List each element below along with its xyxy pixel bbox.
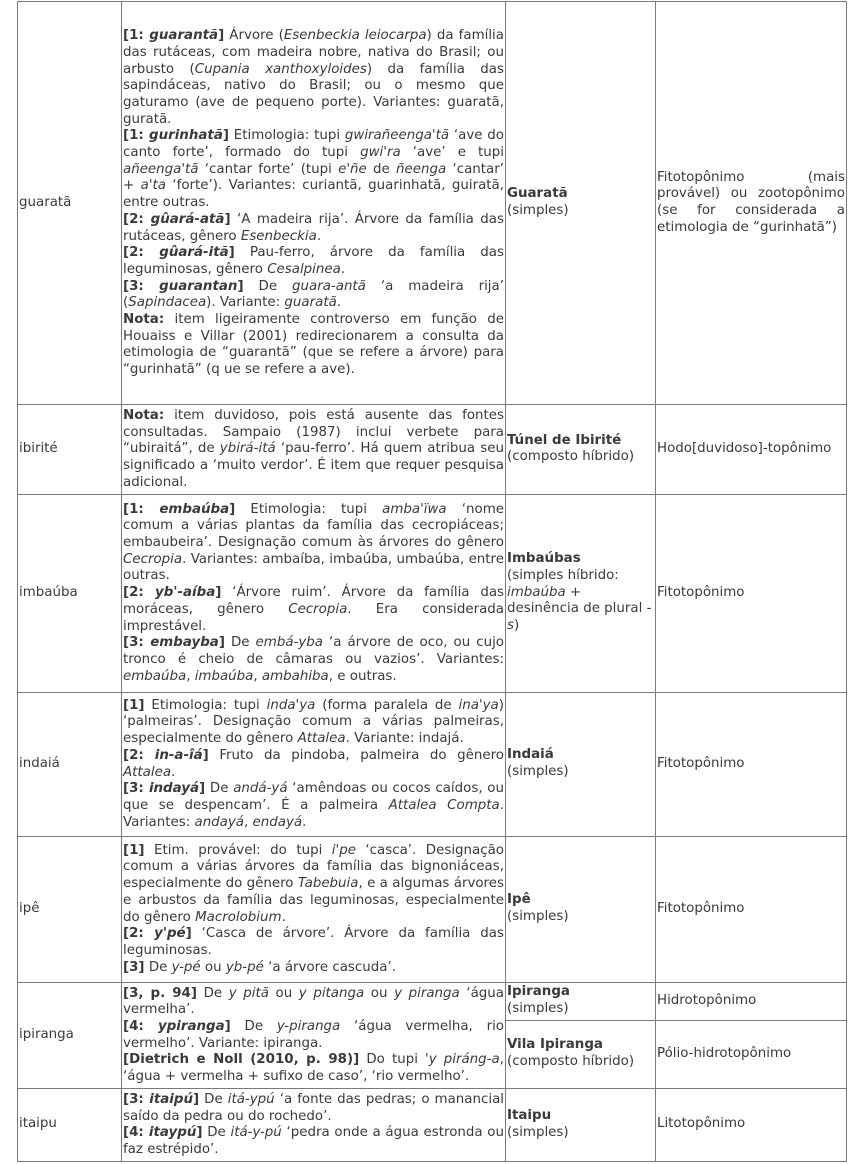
entry-headword: in-a-îá bbox=[154, 747, 203, 763]
etymology-entry bbox=[123, 502, 504, 586]
entry-text: ‘a árvore de oco, ou cujo tronco é cheio de câmaras ou vazios’. Variantes: bbox=[123, 635, 504, 667]
etymology-cell bbox=[122, 692, 506, 836]
entry-headword: indayá bbox=[148, 781, 200, 797]
entry-reference: [3: bbox=[123, 278, 160, 294]
italic-term: e'ñe bbox=[338, 161, 367, 177]
italic-term: gwi'ra bbox=[360, 145, 401, 161]
entry-text: . Era considerada imprestável. bbox=[123, 601, 504, 634]
entry-headword: yb'-aíba bbox=[155, 585, 216, 601]
italic-term: añeenga'tã bbox=[123, 161, 199, 177]
etymology-entry bbox=[123, 698, 504, 748]
entry-text: ‘Casca de árvore’. Árvore da família das leguminosas. bbox=[123, 926, 504, 958]
entry-reference: [3: bbox=[123, 635, 151, 651]
entry-text: Etimologia: tupi bbox=[144, 697, 267, 713]
entry-text: Etim. provável: do tupi bbox=[144, 842, 332, 858]
entry-reference: Nota: bbox=[123, 312, 165, 328]
toponym-structure bbox=[507, 1054, 634, 1069]
entry-headword: gûará-atã bbox=[150, 211, 225, 227]
etymology-entry bbox=[123, 1019, 504, 1052]
etymology-entry bbox=[123, 128, 504, 212]
entry-text: Do tupi bbox=[359, 1052, 426, 1068]
italic-term: endayá bbox=[252, 814, 303, 830]
term-cell: itaipu bbox=[18, 1088, 122, 1161]
entry-reference: [4: bbox=[123, 1125, 149, 1141]
entry-text: ou bbox=[364, 985, 395, 1001]
etymology-cell bbox=[122, 982, 506, 1088]
etymology-entry bbox=[123, 986, 504, 1019]
entry-text: (composto híbrido) bbox=[507, 1054, 635, 1070]
etymology-entry bbox=[123, 843, 504, 927]
italic-term: y-pé bbox=[171, 959, 201, 975]
table-row bbox=[18, 494, 847, 692]
toponym-structure bbox=[507, 568, 651, 633]
entry-headword: guarantan bbox=[159, 278, 238, 294]
entry-reference: ] bbox=[229, 501, 236, 517]
toponym-table bbox=[17, 1, 847, 1162]
italic-term: itá-ypú bbox=[227, 1091, 275, 1107]
toponym-cell bbox=[506, 2, 656, 405]
entry-text: ) da família das sapindáceas, nativo do Brasil; ou o mesmo que gaturamo (ave de pequeno porte). Variantes: guaratã, guratã. bbox=[123, 61, 504, 127]
entry-reference: [3] bbox=[123, 959, 145, 975]
italic-term: guaratã bbox=[284, 295, 337, 311]
italic-term: i'pe bbox=[331, 842, 356, 858]
italic-term: Tabebuia bbox=[297, 876, 359, 892]
etymology-entry bbox=[123, 781, 504, 831]
etymology-entry bbox=[123, 28, 504, 128]
italic-term: imbaúba bbox=[194, 668, 254, 684]
entry-text: , bbox=[253, 668, 262, 684]
entry-text: De bbox=[205, 781, 234, 797]
toponym-name: Itaipu bbox=[507, 1108, 552, 1124]
italic-term: Macrolobium bbox=[195, 909, 282, 925]
entry-text: . bbox=[171, 764, 176, 780]
toponym-name: Imbaúbas bbox=[507, 551, 581, 567]
toponym-structure bbox=[507, 449, 634, 464]
etymology-cell bbox=[122, 494, 506, 692]
italic-term: a'ta bbox=[140, 178, 166, 194]
classification-cell: Pólio-hidrotopônimo bbox=[656, 1020, 847, 1088]
entry-text: . bbox=[302, 814, 307, 830]
toponym-structure bbox=[507, 203, 569, 218]
term-cell: imbaúba bbox=[18, 494, 122, 692]
toponym-structure bbox=[507, 1001, 569, 1016]
entry-text: ‘ave’ e tupi bbox=[400, 145, 504, 161]
entry-text: Etimologia: tupi bbox=[235, 501, 383, 517]
classification-cell: Litotopônimo bbox=[656, 1088, 847, 1161]
entry-text: . bbox=[336, 295, 342, 311]
italic-term: y-piranga bbox=[276, 1018, 341, 1034]
entry-text: + desinência de plural bbox=[507, 584, 647, 617]
entry-text: item ligeiramente controverso em função de Houaiss e Villar (2001) redirecionarem a consulta da etimologia de “guarantã” (que se refere a árvore) para “gurinhatã” (q ue se refere a ave). bbox=[123, 312, 504, 378]
entry-text: ) bbox=[513, 618, 520, 634]
etymology-cell bbox=[122, 405, 506, 495]
etymology-entry bbox=[123, 279, 504, 312]
entry-text: ‘cantar forte’ (tupi bbox=[198, 161, 339, 177]
etymology-cell bbox=[122, 836, 506, 982]
entry-headword: guarantã bbox=[149, 28, 219, 44]
entry-text: de bbox=[366, 161, 397, 177]
entry-reference: ] bbox=[185, 926, 192, 942]
entry-text: Árvore ( bbox=[224, 28, 284, 44]
entry-reference: [Dietrich e Noll (2010, p. 98)] bbox=[123, 1052, 360, 1068]
entry-text: (simples híbrido: bbox=[507, 567, 619, 583]
etymology-entry bbox=[123, 245, 504, 278]
italic-term: andayá bbox=[194, 814, 245, 830]
entry-reference: [2: bbox=[123, 585, 156, 601]
toponym-cell bbox=[506, 494, 656, 692]
entry-text: ) ‘palmeiras’. Designação comum a várias palmeiras, especialmente do gênero bbox=[123, 697, 504, 747]
entry-text: ‘a árvore cascuda’. bbox=[263, 959, 396, 975]
term-cell: ibirité bbox=[18, 405, 122, 495]
classification-cell: Fitotopônimo bbox=[656, 836, 847, 982]
toponym-name: Ipê bbox=[507, 892, 531, 908]
toponym-cell bbox=[506, 692, 656, 836]
entry-text: ‘ave do canto forte’, formado do tupi bbox=[123, 128, 504, 161]
etymology-entry bbox=[123, 212, 504, 245]
entry-text: (simples) bbox=[507, 764, 569, 780]
entry-reference: [1] bbox=[123, 697, 145, 713]
table-row bbox=[18, 405, 847, 495]
italic-term: Attalea bbox=[123, 764, 172, 780]
entry-text: ‘pau-ferro’. Há quem atribua seu significado a ‘muito verdor’. É item que requer pesquisa adicional. bbox=[123, 441, 504, 490]
entry-reference: [4: bbox=[123, 1018, 158, 1034]
entry-reference: ] bbox=[224, 1018, 231, 1034]
entry-text: De bbox=[202, 1125, 231, 1141]
italic-term: Sapindacea bbox=[128, 295, 207, 311]
entry-text: (simples) bbox=[507, 909, 569, 925]
entry-reference: [1: bbox=[123, 28, 150, 44]
classification-cell: Fitotopônimo (mais provável) ou zootopônimo (se for considerada a etimologia de “gurinhatã”) bbox=[656, 2, 847, 405]
entry-reference: ] bbox=[228, 245, 235, 261]
toponym-cell bbox=[506, 836, 656, 982]
table-row bbox=[18, 692, 847, 836]
entry-text: . bbox=[281, 909, 286, 925]
entry-text: De bbox=[144, 959, 172, 975]
term-cell: ipê bbox=[18, 836, 122, 982]
entry-headword: y'pé bbox=[154, 926, 186, 942]
entry-reference: ] bbox=[193, 1091, 200, 1107]
italic-term: guara-antã bbox=[292, 278, 366, 294]
entry-text: ) da família das rutáceas, com madeira nobre, nativa do Brasil; ou arbusto ( bbox=[123, 28, 504, 77]
entry-text: Fruto da pindoba, palmeira do gênero bbox=[208, 747, 504, 763]
entry-text: Pau-ferro, árvore da família das leguminosas, gênero bbox=[123, 245, 504, 277]
entry-text: , bbox=[186, 668, 195, 684]
etymology-entry bbox=[123, 635, 504, 685]
entry-text: , e a algumas árvores e arbustos da família das leguminosas, especialmente do gênero bbox=[123, 876, 504, 925]
entry-reference: [1: bbox=[123, 501, 160, 517]
italic-term: Cesalpinea bbox=[267, 261, 341, 277]
etymology-cell bbox=[122, 2, 506, 405]
entry-reference: [1: bbox=[123, 128, 149, 144]
italic-term: y pitanga bbox=[298, 985, 365, 1001]
italic-term: Cupania xanthoxyloides bbox=[194, 61, 367, 77]
toponym-cell bbox=[506, 1088, 656, 1161]
entry-headword: itaypú bbox=[148, 1125, 197, 1141]
entry-reference: ] bbox=[215, 585, 222, 601]
italic-term: 'y piráng-a bbox=[425, 1052, 500, 1068]
entry-text: ‘forte’). Variantes: curiantã, guarinhatã, guiratã, entre outras. bbox=[123, 178, 504, 211]
entry-text: . Variantes: bbox=[123, 797, 504, 830]
etymology-entry bbox=[123, 1052, 504, 1085]
entry-reference: [3: bbox=[123, 1091, 150, 1107]
italic-term: ñeenga bbox=[396, 161, 447, 177]
entry-text: . bbox=[340, 261, 346, 277]
etymology-entry bbox=[123, 748, 504, 781]
italic-term: y pitã bbox=[228, 985, 269, 1001]
italic-term: y piranga bbox=[394, 985, 460, 1001]
italic-term: yb-pé bbox=[225, 959, 264, 975]
entry-text: (simples) bbox=[507, 203, 569, 218]
entry-text: (forma paralela de bbox=[315, 697, 459, 713]
classification-cell: Hidrotopônimo bbox=[656, 982, 847, 1020]
entry-text: De bbox=[230, 1018, 277, 1034]
entry-text: . bbox=[316, 228, 322, 244]
entry-reference: ] bbox=[222, 128, 229, 144]
entry-headword: embaúba bbox=[159, 501, 230, 517]
entry-text: ‘Árvore ruim’. Árvore da família das moráceas, gênero bbox=[123, 585, 504, 617]
entry-text: , e outras. bbox=[328, 668, 397, 684]
italic-term: itá-y-pú bbox=[230, 1125, 282, 1141]
classification-cell: Hodo[duvidoso]-topônimo bbox=[656, 405, 847, 495]
entry-text: ‘a madeira rija’ ( bbox=[123, 278, 504, 311]
italic-term: Cecropia bbox=[288, 601, 348, 617]
etymology-entry bbox=[123, 1092, 504, 1125]
italic-term: gwirañeenga'tã bbox=[344, 128, 450, 144]
etymology-entry bbox=[123, 585, 504, 635]
italic-term: embá-yba bbox=[255, 635, 323, 651]
italic-term: Attalea bbox=[297, 731, 346, 747]
entry-reference: [2: bbox=[123, 926, 155, 942]
entry-text: De bbox=[196, 985, 229, 1001]
entry-text: ‘A madeira rija’. Árvore da família das rutáceas, gênero bbox=[123, 211, 504, 244]
term-cell: guaratã bbox=[18, 2, 122, 405]
toponym-name: Túnel de Ibirité bbox=[507, 432, 622, 448]
toponym-structure bbox=[507, 764, 569, 779]
entry-reference: [3, p. 94] bbox=[123, 985, 197, 1001]
entry-headword: ypiranga bbox=[157, 1018, 225, 1034]
italic-term: ina'ya bbox=[458, 697, 499, 713]
entry-text: ‘água vermelha’. bbox=[123, 985, 504, 1018]
italic-term: embaúba bbox=[123, 668, 187, 684]
toponym-cell bbox=[506, 982, 656, 1020]
entry-reference: [2: bbox=[123, 245, 160, 261]
entry-reference: [1] bbox=[123, 842, 145, 858]
entry-headword: embayba bbox=[150, 635, 219, 651]
entry-text: item duvidoso, pois está ausente das fontes consultadas. Sampaio (1987) inclui verbete para “ubiraitá”, de bbox=[123, 408, 504, 457]
entry-headword: gûará-itã bbox=[159, 245, 229, 261]
italic-term: ybirá-itá bbox=[219, 441, 276, 457]
entry-reference: [3: bbox=[123, 781, 149, 797]
etymology-cell bbox=[122, 1088, 506, 1161]
italic-term: Esenbeckia leiocarpa bbox=[283, 28, 427, 44]
entry-text: , ‘água + vermelha + sufixo de caso’, ‘rio vermelho’. bbox=[123, 1052, 504, 1085]
entry-text: ‘pedra onde a água estronda ou faz estrépido’. bbox=[123, 1125, 504, 1157]
table-row bbox=[18, 2, 847, 405]
entry-text: ‘nome comum a várias plantas da família das cecropiáceas; embaubeira’. Designação comum às árvores do gênero bbox=[123, 501, 504, 551]
entry-text: ‘cantar’ + bbox=[123, 161, 504, 194]
entry-reference: ] bbox=[237, 278, 244, 294]
toponym-name: Guaratã bbox=[507, 186, 568, 202]
classification-cell: Fitotopônimo bbox=[656, 494, 847, 692]
entry-text: De bbox=[243, 278, 292, 294]
etymology-entry bbox=[123, 926, 504, 959]
table-row bbox=[18, 1088, 847, 1161]
entry-text: ou bbox=[268, 985, 299, 1001]
etymology-entry bbox=[123, 408, 504, 492]
entry-reference: ] bbox=[218, 635, 225, 651]
entry-headword: itaipú bbox=[149, 1091, 193, 1107]
entry-reference: ] bbox=[202, 747, 209, 763]
entry-text: ‘casca’. Designação comum a várias árvores da família das bignoniáceas, especialmente do gênero bbox=[123, 842, 504, 892]
entry-text: Etimologia: tupi bbox=[228, 128, 345, 144]
entry-text: De bbox=[199, 1091, 228, 1107]
italic-term: andá-yá bbox=[233, 781, 288, 797]
italic-term: ambahiba bbox=[261, 668, 329, 684]
entry-text: ‘amêndoas ou cocos caídos, ou que se despencam’. É a palmeira bbox=[123, 781, 504, 813]
entry-text: , bbox=[244, 814, 253, 830]
entry-reference: ] bbox=[199, 781, 206, 797]
toponym-structure bbox=[507, 1125, 569, 1140]
term-cell: ipiranga bbox=[18, 982, 122, 1088]
etymology-entry bbox=[123, 1125, 504, 1158]
entry-text: ‘água vermelha, rio vermelho’. Variante: ipiranga. bbox=[123, 1018, 504, 1051]
etymology-entry bbox=[123, 312, 504, 379]
entry-reference: [2: bbox=[123, 747, 155, 763]
entry-text: (simples) bbox=[507, 1124, 569, 1140]
entry-text: ‘a fonte das pedras; o manancial saído da pedra ou do rochedo’. bbox=[123, 1091, 504, 1124]
toponym-table-wrapper bbox=[17, 1, 846, 1162]
italic-term: Attalea Compta bbox=[388, 797, 500, 813]
toponym-name: Vila Ipiranga bbox=[507, 1037, 603, 1053]
classification-cell: Fitotopônimo bbox=[656, 692, 847, 836]
toponym-cell bbox=[506, 405, 656, 495]
entry-reference: ] bbox=[224, 211, 231, 227]
table-row bbox=[18, 982, 847, 1020]
entry-text: (simples) bbox=[507, 1001, 569, 1017]
entry-text: ). Variante: bbox=[206, 295, 285, 311]
etymology-entry bbox=[123, 960, 504, 977]
entry-text: (composto híbrido) bbox=[507, 449, 635, 465]
toponym-name: Ipiranga bbox=[507, 984, 570, 1000]
entry-headword: gurinhatã bbox=[149, 128, 223, 144]
entry-text: De bbox=[224, 635, 256, 651]
italic-term: Cecropia bbox=[123, 551, 183, 567]
entry-reference: Nota: bbox=[123, 408, 165, 423]
italic-term: amba'ïwa bbox=[382, 501, 447, 517]
italic-term: -s bbox=[507, 601, 652, 634]
italic-term: inda'ya bbox=[266, 697, 316, 713]
entry-reference: ] bbox=[196, 1125, 203, 1141]
term-cell: indaiá bbox=[18, 692, 122, 836]
toponym-cell bbox=[506, 1020, 656, 1088]
toponym-table-body bbox=[18, 2, 847, 1162]
entry-reference: [2: bbox=[123, 211, 151, 227]
italic-term: Esenbeckia bbox=[240, 228, 317, 244]
toponym-name: Indaiá bbox=[507, 747, 554, 763]
entry-text: . Variantes: ambaíba, imbaúba, umbaúba, entre outras. bbox=[123, 551, 504, 584]
entry-text: ou bbox=[200, 959, 226, 975]
table-row bbox=[18, 836, 847, 982]
entry-text: . Variante: indajá. bbox=[345, 731, 464, 747]
entry-reference: ] bbox=[218, 28, 225, 44]
italic-term: imbaúba bbox=[507, 584, 566, 600]
toponym-structure bbox=[507, 909, 569, 924]
